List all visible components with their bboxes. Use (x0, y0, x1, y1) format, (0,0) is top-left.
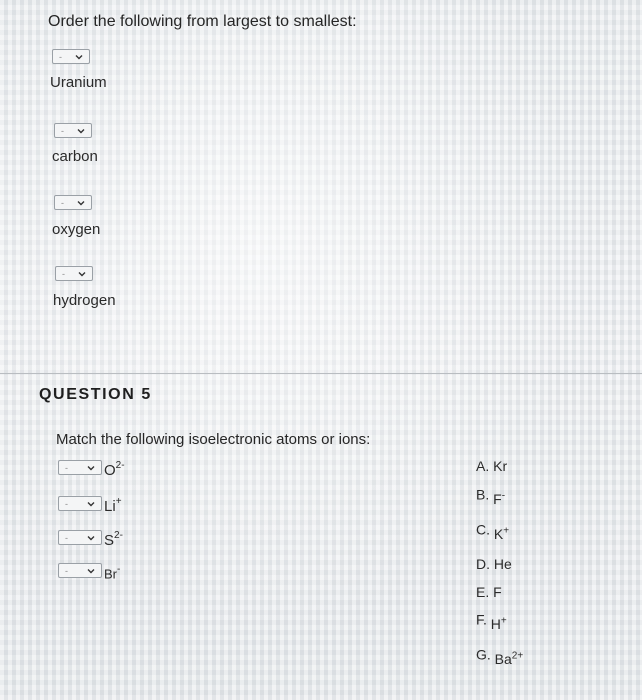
order-select-hydrogen[interactable] (55, 266, 93, 281)
answer-letter: A. (476, 458, 490, 474)
match-term (104, 497, 122, 515)
term-charge: 2- (114, 530, 123, 541)
match-term (104, 461, 125, 479)
answer-charge: + (500, 615, 507, 626)
answer-letter: F. (476, 611, 487, 628)
question-prompt: Match the following isoelectronic atoms or ions: (56, 431, 371, 448)
select-value: - (62, 268, 65, 279)
term-charge: 2- (115, 460, 125, 471)
chevron-down-icon (77, 269, 87, 279)
answer-charge: + (503, 525, 510, 536)
answer-symbol: F (493, 490, 502, 507)
order-select-uranium[interactable] (52, 49, 90, 64)
term-symbol: Li (104, 498, 116, 515)
select-value: - (65, 498, 68, 509)
match-term (104, 565, 120, 581)
chevron-down-icon (86, 499, 96, 509)
order-item-label: oxygen (52, 221, 101, 238)
order-select-oxygen[interactable] (54, 195, 92, 210)
answer-symbol: Ba (494, 650, 512, 667)
answer-charge: - (501, 490, 506, 501)
answer-symbol: H (490, 615, 501, 632)
select-value: - (61, 125, 64, 136)
order-select-carbon[interactable] (54, 123, 92, 138)
answer-option-e (476, 584, 502, 600)
term-symbol: S (104, 532, 115, 549)
question-title: QUESTION 5 (39, 386, 152, 403)
answer-option-b (476, 486, 506, 507)
section-divider (0, 373, 642, 374)
answer-option-d (476, 556, 512, 572)
chevron-down-icon (86, 566, 96, 576)
answer-option-g (476, 646, 524, 667)
match-select-li[interactable] (58, 496, 102, 511)
answer-letter: G. (476, 646, 491, 663)
chevron-down-icon (86, 533, 96, 543)
match-select-s2[interactable] (58, 530, 102, 545)
chevron-down-icon (74, 52, 84, 62)
answer-letter: B. (476, 486, 490, 503)
term-symbol: Br (104, 566, 117, 582)
select-value: - (65, 565, 68, 576)
select-value: - (59, 51, 62, 62)
match-term (104, 531, 123, 549)
answer-symbol: He (493, 556, 512, 572)
term-symbol: O (104, 462, 116, 479)
chevron-down-icon (76, 198, 86, 208)
answer-charge: 2+ (511, 650, 524, 661)
select-value: - (65, 532, 68, 543)
select-value: - (65, 462, 68, 473)
order-item-label: Uranium (50, 74, 107, 91)
term-charge: - (117, 564, 121, 575)
chevron-down-icon (86, 463, 96, 473)
answer-option-a (476, 458, 507, 474)
order-question-prompt: Order the following from largest to smallest: (48, 13, 357, 30)
answer-symbol: F (493, 584, 502, 600)
match-select-br[interactable] (58, 563, 102, 578)
order-item-label: hydrogen (53, 292, 116, 309)
answer-symbol: Kr (493, 458, 508, 474)
chevron-down-icon (76, 126, 86, 136)
match-select-o2[interactable] (58, 460, 102, 475)
answer-option-f (476, 611, 507, 632)
answer-letter: E. (476, 584, 490, 600)
select-value: - (61, 197, 64, 208)
term-charge: + (115, 496, 122, 507)
answer-option-c (476, 521, 510, 542)
order-item-label: carbon (52, 148, 98, 165)
answer-letter: C. (476, 521, 490, 538)
answer-letter: D. (476, 556, 490, 572)
answer-symbol: K (493, 525, 504, 542)
